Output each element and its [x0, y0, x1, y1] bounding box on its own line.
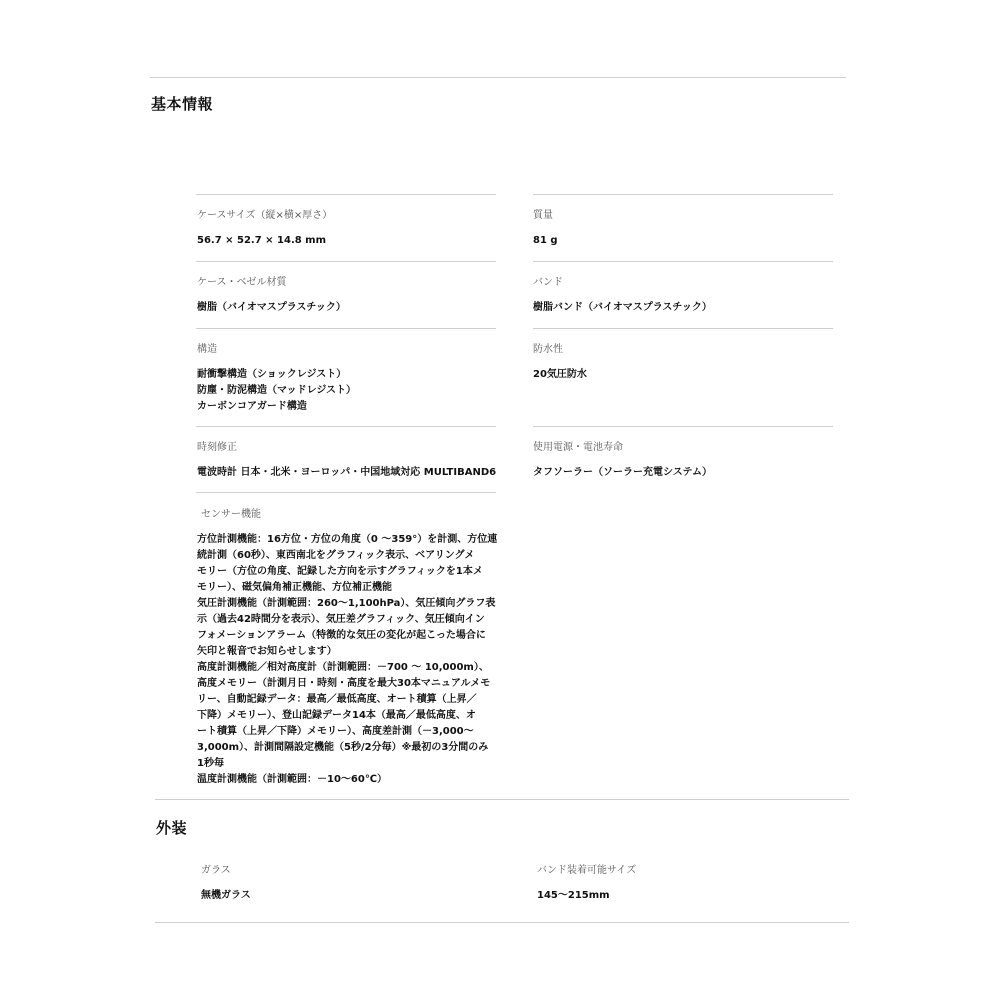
spec-case-size: [197, 209, 497, 249]
row-divider: [533, 328, 833, 329]
spec-sensor: [197, 508, 511, 788]
section-divider: [155, 799, 849, 800]
spec-value: 無機ガラス: [201, 890, 251, 901]
sensor-description: [197, 532, 511, 788]
spec-value: タフソーラー（ソーラー充電システム）: [533, 467, 712, 478]
sensor-line: モリー（方位の角度、記録した方向を示すグラフィックを1本メ: [197, 566, 483, 577]
spec-label: 時刻修正: [197, 442, 237, 453]
row-divider: [196, 328, 496, 329]
spec-label: 防水性: [533, 344, 563, 355]
spec-value: 81 g: [533, 235, 558, 246]
spec-value: 56.7 × 52.7 × 14.8 mm: [197, 235, 327, 246]
row-divider: [196, 492, 496, 493]
spec-label: 構造: [197, 344, 217, 355]
spec-value: 樹脂バンド（バイオマスプラスチック）: [533, 302, 712, 313]
spec-label: 質量: [533, 210, 553, 221]
spec-weight: [533, 209, 833, 249]
sensor-line: 高度メモリー（計測月日・時刻・高度を最大30本マニュアルメモ: [197, 678, 491, 689]
spec-band-size: [537, 864, 837, 904]
sensor-line: 3,000m）、計測間隔設定機能（5秒/2分毎）※最初の3分間のみ: [197, 742, 489, 753]
spec-label: ガラス: [201, 865, 231, 876]
section-title-exterior: 外装: [156, 819, 188, 837]
sensor-line: 下降）メモリー）、登山記録データ14本（最高／最低高度、オ: [197, 710, 476, 721]
spec-value: 145～215mm: [537, 890, 610, 901]
sensor-line: 1秒毎: [197, 758, 224, 769]
section-divider-top: [150, 77, 846, 78]
sensor-line: 温度計測機能（計測範囲：－10～60℃）: [197, 774, 387, 785]
section-title-basic: 基本情報: [151, 95, 214, 113]
spec-value: 樹脂（バイオマスプラスチック）: [197, 302, 346, 313]
row-divider: [196, 426, 496, 427]
spec-label: ケース・ベゼル材質: [197, 277, 287, 288]
spec-case-material: [197, 276, 497, 316]
spec-value: 20気圧防水: [533, 369, 587, 380]
sensor-line: 気圧計測機能（計測範囲：260～1,100hPa）、気圧傾向グラフ表: [197, 598, 496, 609]
spec-power: [533, 441, 833, 481]
row-divider: [533, 426, 833, 427]
sensor-line: 矢印と報音でお知らせします）: [197, 646, 337, 657]
row-divider: [533, 261, 833, 262]
structure-line: 防塵・防泥構造（マッドレジスト）: [197, 385, 357, 396]
sensor-line: 高度計測機能／相対高度計（計測範囲：－700 ～ 10,000m）、: [197, 662, 489, 673]
sensor-line: 示（過去42時間分を表示）、気圧差グラフィック、気圧傾向イン: [197, 614, 485, 625]
spec-label: 使用電源・電池寿命: [533, 442, 623, 453]
structure-line: 耐衝撃構造（ショックレジスト）: [197, 369, 347, 380]
spec-time-correction: [197, 441, 507, 481]
sensor-line: モリー）、磁気偏角補正機能、方位補正機能: [197, 582, 392, 593]
sensor-line: 方位計測機能：16方位・方位の角度（0 ～359°）を計測、方位連: [197, 534, 498, 545]
spec-glass: [201, 864, 501, 904]
spec-water-resistance: [533, 343, 833, 383]
row-divider: [196, 261, 496, 262]
spec-label: センサー機能: [201, 509, 261, 520]
spec-band: [533, 276, 833, 316]
spec-label: ケースサイズ（縦×横×厚さ）: [197, 210, 333, 221]
row-divider: [196, 194, 496, 195]
structure-line: カーボンコアガード構造: [197, 401, 307, 412]
sensor-line: フォメーションアラーム（特徴的な気圧の変化が起こった場合に: [197, 630, 486, 641]
row-divider: [533, 194, 833, 195]
section-divider-bottom: [155, 922, 849, 923]
spec-structure: [197, 343, 497, 415]
sensor-line: ート積算（上昇／下降）メモリー）、高度差計測（－3,000～: [197, 726, 474, 737]
sensor-line: 続計測（60秒）、東西南北をグラフィック表示、ベアリングメ: [197, 550, 475, 561]
sensor-line: リー、自動記録データ：最高／最低高度、オート積算（上昇／: [197, 694, 477, 705]
spec-label: バンド: [533, 277, 563, 288]
spec-value: [197, 367, 497, 415]
spec-label: バンド装着可能サイズ: [537, 865, 637, 876]
spec-value: 電波時計 日本・北米・ヨーロッパ・中国地域対応 MULTIBAND6: [197, 467, 497, 478]
